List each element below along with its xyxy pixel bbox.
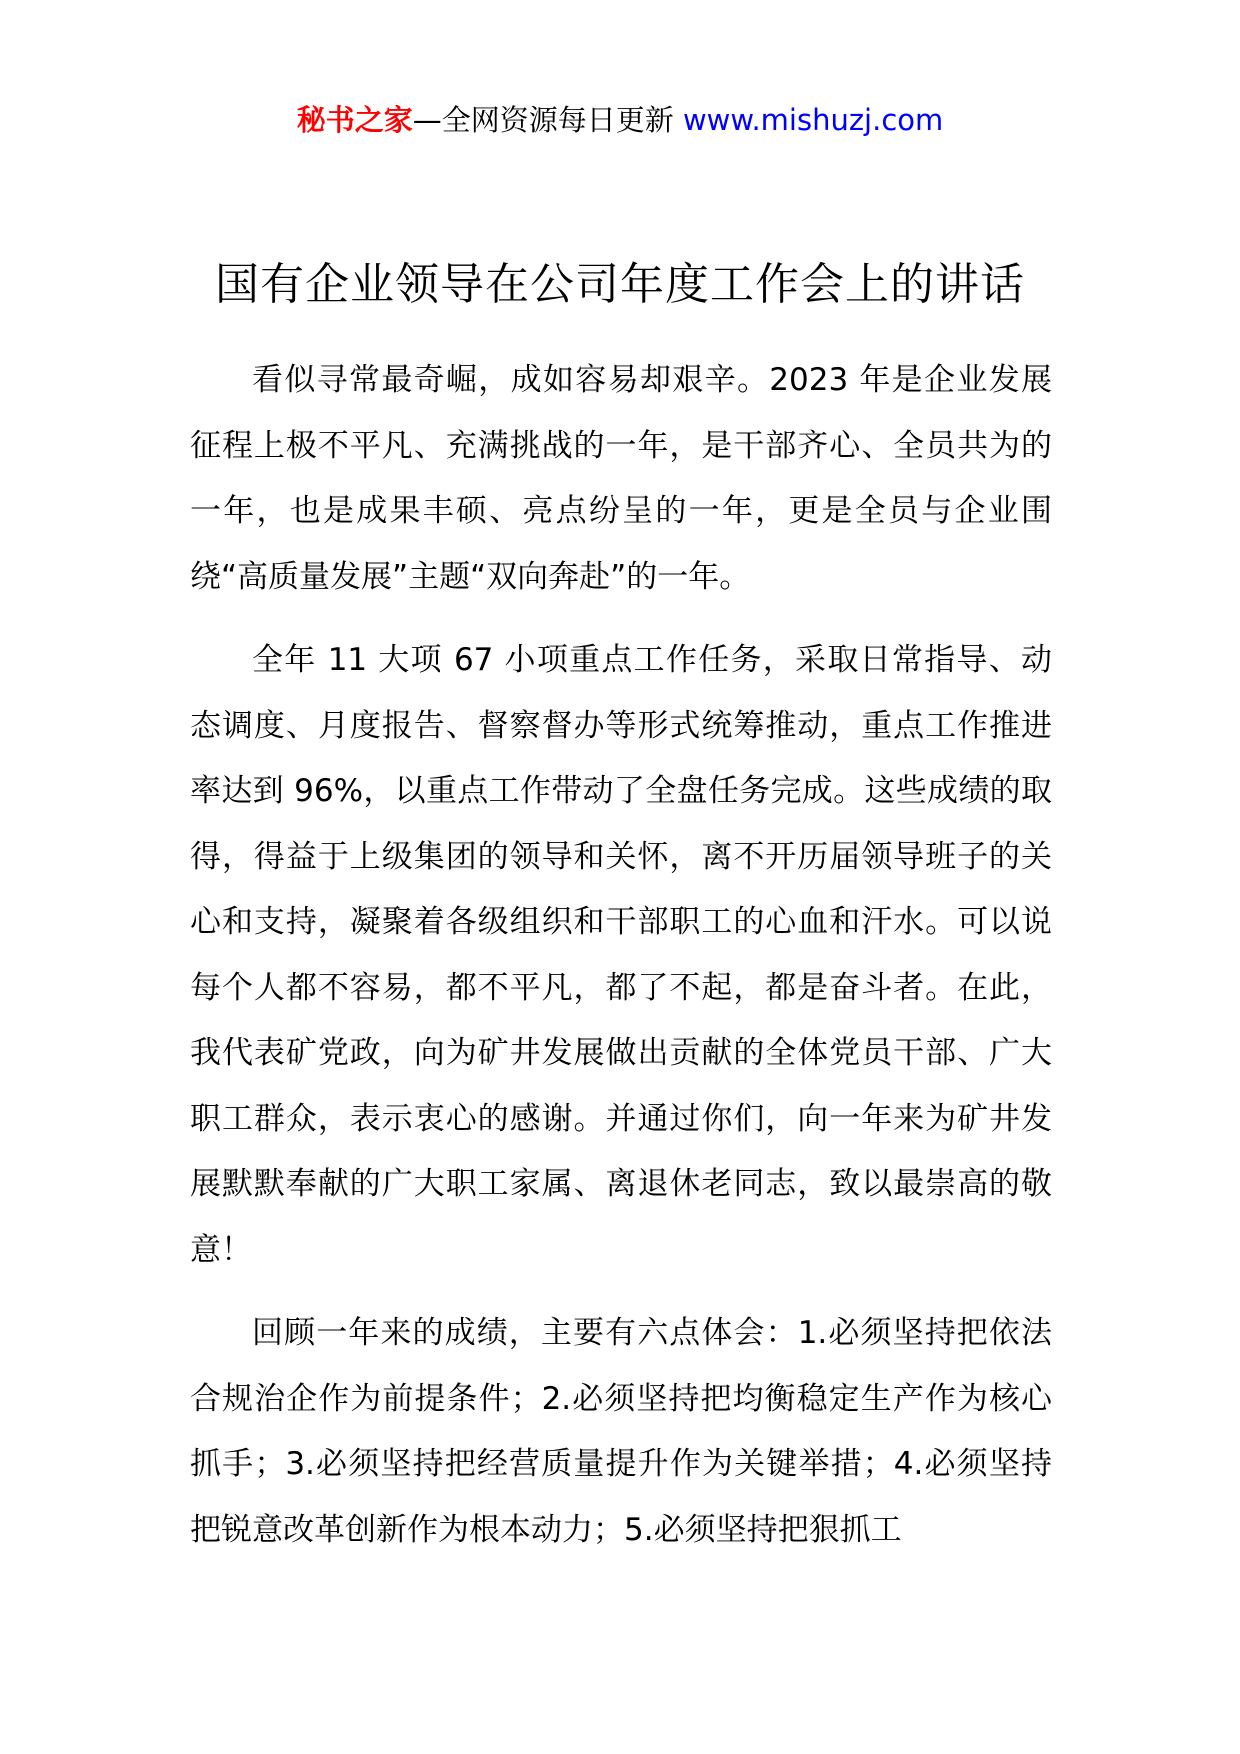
paragraph-1: 看似寻常最奇崛，成如容易却艰辛。2023 年是企业发展征程上极不平凡、充满挑战的一年，是干部齐心、全员共为的一年，也是成果丰硕、亮点纷呈的一年，更是全员与企业围绕“高质量发展”主题“双向奔赴”的一年。 xyxy=(190,362,1052,595)
document-title: 国有企业领导在公司年度工作会上的讲话 xyxy=(215,259,1025,310)
document-body xyxy=(190,348,1052,1581)
site-url-link[interactable]: www.mishuzj.com xyxy=(682,103,944,137)
paragraph-3: 回顾一年来的成绩，主要有六点体会：1.必须坚持把依法合规治企作为前提条件；2.必须坚持把均衡稳定生产作为核心抓手；3.必须坚持把经营质量提升作为关键举措；4.必须坚持把锐意改革创新作为根本动力；5.必须坚持把狠抓工 xyxy=(190,1315,1052,1548)
site-header xyxy=(0,100,1240,140)
paragraph-2: 全年 11 大项 67 小项重点工作任务，采取日常指导、动态调度、月度报告、督察督办等形式统筹推动，重点工作推进率达到 96%，以重点工作带动了全盘任务完成。这些成绩的取得，得益于上级集团的领导和关怀，离不开历届领导班子的关心和支持，凝聚着各级组织和干部职工的心血和汗水。可以说每个人都不容易，都不平凡，都了不起，都是奋斗者。在此，我代表矿党政，向为矿井发展做出贡献的全体党员干部、广大职工群众，表示衷心的感谢。并通过你们，向一年来为矿井发展默默奉献的广大职工家属、离退休老同志，致以最崇高的敬意！ xyxy=(190,642,1052,1268)
site-tagline: —全网资源每日更新 xyxy=(412,103,683,137)
site-brand: 秘书之家 xyxy=(296,103,413,137)
